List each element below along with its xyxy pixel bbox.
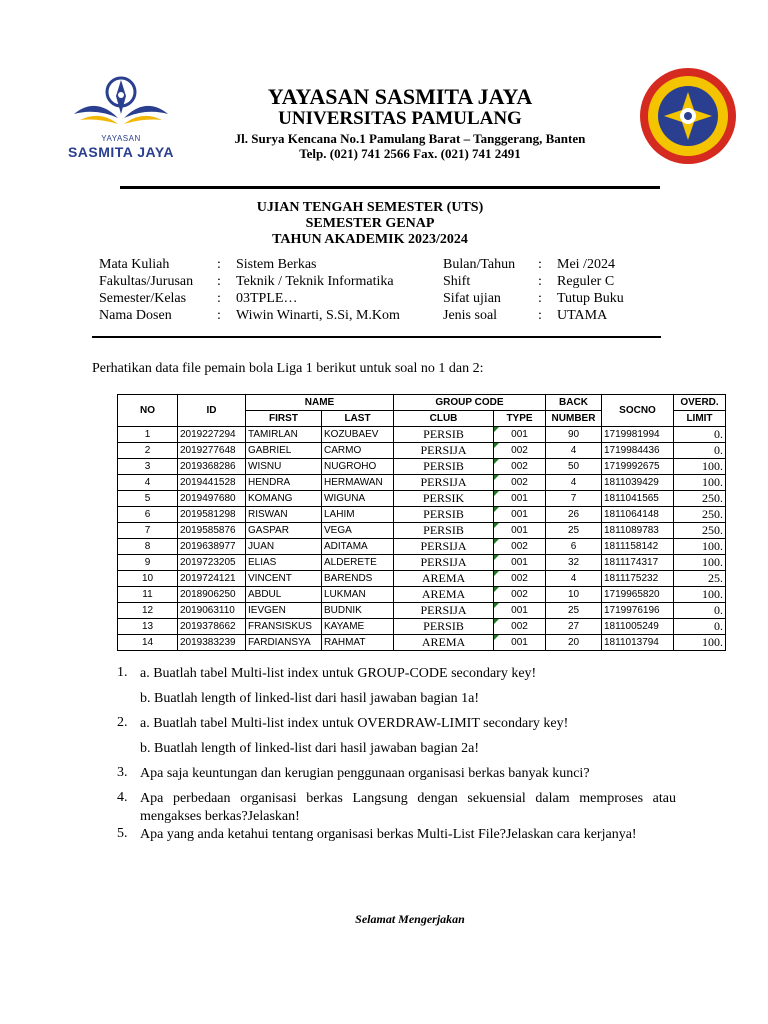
question-number: 3.	[117, 765, 128, 780]
cell-first: HENDRA	[246, 475, 322, 491]
header-id: ID	[178, 395, 246, 427]
info-value: Mei /2024	[557, 257, 615, 272]
cell-limit: 100.	[674, 555, 726, 571]
question-text: Apa yang anda ketahui tentang organisasi berkas Multi-List File?Jelaskan cara kerjanya!	[140, 827, 637, 842]
cell-club: PERSIJA	[394, 555, 494, 571]
question-text: b. Buatlah length of linked-list dari hasil jawaban bagian 1a!	[140, 691, 480, 706]
cell-limit: 25.	[674, 571, 726, 587]
table-row	[118, 635, 726, 651]
info-value: UTAMA	[557, 308, 608, 323]
header-group-code: GROUP CODE	[394, 395, 546, 411]
cell-no: 14	[118, 635, 178, 651]
cell-type-text: 002	[511, 621, 528, 632]
cell-last: HERMAWAN	[322, 475, 394, 491]
logo-left-caption-1: YAYASAN	[101, 134, 141, 143]
cell-club: PERSIB	[394, 459, 494, 475]
cell-socno: 1719976196	[602, 603, 674, 619]
cell-limit: 100.	[674, 459, 726, 475]
cell-type	[494, 603, 546, 619]
question-number: 1.	[117, 665, 128, 680]
cell-socno: 1811175232	[602, 571, 674, 587]
table-row	[118, 507, 726, 523]
university-name: UNIVERSITAS PAMULANG	[278, 108, 522, 129]
cell-type-text: 001	[511, 429, 528, 440]
cell-type-text: 002	[511, 541, 528, 552]
table-row	[118, 427, 726, 443]
cell-club: PERSIB	[394, 619, 494, 635]
table-row	[118, 539, 726, 555]
cell-note-marker-icon	[494, 619, 499, 624]
cell-id: 2019441528	[178, 475, 246, 491]
cell-no: 5	[118, 491, 178, 507]
cell-no: 12	[118, 603, 178, 619]
cell-id: 2019368286	[178, 459, 246, 475]
cell-back: 90	[546, 427, 602, 443]
cell-last: LAHIM	[322, 507, 394, 523]
foundation-name: YAYASAN SASMITA JAYA	[267, 84, 533, 109]
cell-note-marker-icon	[494, 475, 499, 480]
cell-type	[494, 491, 546, 507]
cell-limit: 0.	[674, 603, 726, 619]
cell-type	[494, 507, 546, 523]
cell-type-text: 001	[511, 525, 528, 536]
table-row	[118, 587, 726, 603]
cell-no: 3	[118, 459, 178, 475]
cell-back: 26	[546, 507, 602, 523]
phone-fax: Telp. (021) 741 2566 Fax. (021) 741 2491	[299, 146, 521, 161]
info-label: Bulan/Tahun	[443, 257, 516, 272]
question-number: 4.	[117, 790, 128, 805]
table-body	[118, 427, 726, 651]
cell-no: 4	[118, 475, 178, 491]
info-colon: :	[217, 308, 221, 323]
cell-limit: 0.	[674, 443, 726, 459]
cell-type-text: 001	[511, 557, 528, 568]
cell-club: PERSIK	[394, 491, 494, 507]
intro-text: Perhatikan data file pemain bola Liga 1 berikut untuk soal no 1 dan 2:	[92, 361, 484, 376]
info-colon: :	[217, 274, 221, 289]
cell-type	[494, 443, 546, 459]
cell-id: 2019581298	[178, 507, 246, 523]
header-divider	[120, 186, 660, 189]
cell-id: 2019227294	[178, 427, 246, 443]
player-data-table	[117, 394, 726, 651]
university-seal-icon	[638, 66, 738, 166]
cell-note-marker-icon	[494, 459, 499, 464]
table-row	[118, 475, 726, 491]
cell-no: 13	[118, 619, 178, 635]
cell-id: 2019378662	[178, 619, 246, 635]
cell-last: BUDNIK	[322, 603, 394, 619]
cell-type	[494, 539, 546, 555]
cell-type	[494, 571, 546, 587]
cell-no: 10	[118, 571, 178, 587]
cell-limit: 100.	[674, 635, 726, 651]
header-first: FIRST	[246, 411, 322, 427]
header-name: NAME	[246, 395, 394, 411]
header-limit: LIMIT	[674, 411, 726, 427]
header-club: CLUB	[394, 411, 494, 427]
cell-type	[494, 459, 546, 475]
cell-limit: 100.	[674, 475, 726, 491]
cell-no: 6	[118, 507, 178, 523]
cell-back: 4	[546, 443, 602, 459]
cell-first: ABDUL	[246, 587, 322, 603]
cell-last: ALDERETE	[322, 555, 394, 571]
cell-first: GASPAR	[246, 523, 322, 539]
cell-last: NUGROHO	[322, 459, 394, 475]
cell-id: 2019383239	[178, 635, 246, 651]
cell-type-text: 002	[511, 461, 528, 472]
cell-club: PERSIB	[394, 523, 494, 539]
info-value: Reguler C	[557, 274, 615, 289]
cell-limit: 100.	[674, 587, 726, 603]
question-text: Apa saja keuntungan dan kerugian penggunaan organisasi berkas banyak kunci?	[140, 766, 590, 781]
cell-club: PERSIB	[394, 427, 494, 443]
info-colon: :	[538, 274, 542, 289]
cell-club: AREMA	[394, 587, 494, 603]
cell-type	[494, 555, 546, 571]
cell-limit: 250.	[674, 523, 726, 539]
cell-type-text: 002	[511, 445, 528, 456]
cell-last: CARMO	[322, 443, 394, 459]
cell-note-marker-icon	[494, 571, 499, 576]
cell-last: ADITAMA	[322, 539, 394, 555]
cell-socno: 1811041565	[602, 491, 674, 507]
question-number: 2.	[117, 715, 128, 730]
cell-first: TAMIRLAN	[246, 427, 322, 443]
table-row	[118, 619, 726, 635]
info-label: Fakultas/Jurusan	[99, 274, 194, 289]
cell-first: FRANSISKUS	[246, 619, 322, 635]
cell-id: 2019638977	[178, 539, 246, 555]
address: Jl. Surya Kencana No.1 Pamulang Barat – Tanggerang, Banten	[234, 131, 586, 146]
cell-club: PERSIJA	[394, 539, 494, 555]
cell-back: 7	[546, 491, 602, 507]
cell-limit: 0.	[674, 619, 726, 635]
cell-back: 25	[546, 523, 602, 539]
cell-note-marker-icon	[494, 427, 499, 432]
cell-back: 6	[546, 539, 602, 555]
cell-note-marker-icon	[494, 491, 499, 496]
cell-id: 2019724121	[178, 571, 246, 587]
info-colon: :	[538, 257, 542, 272]
cell-id: 2019277648	[178, 443, 246, 459]
info-label: Mata Kuliah	[99, 257, 170, 272]
cell-back: 10	[546, 587, 602, 603]
cell-note-marker-icon	[494, 635, 499, 640]
question-number: 5.	[117, 826, 128, 841]
info-label: Sifat ujian	[443, 291, 501, 306]
info-value: Tutup Buku	[557, 291, 624, 306]
cell-type-text: 001	[511, 493, 528, 504]
cell-back: 4	[546, 475, 602, 491]
header-last: LAST	[322, 411, 394, 427]
question-text: b. Buatlah length of linked-list dari hasil jawaban bagian 2a!	[140, 741, 480, 756]
info-value: Wiwin Winarti, S.Si, M.Kom	[236, 308, 400, 323]
cell-first: ELIAS	[246, 555, 322, 571]
cell-club: PERSIJA	[394, 603, 494, 619]
info-value: 03TPLE…	[236, 291, 298, 306]
cell-back: 4	[546, 571, 602, 587]
cell-type-text: 002	[511, 573, 528, 584]
university-seal	[638, 66, 738, 166]
info-colon: :	[217, 257, 221, 272]
info-label: Jenis soal	[443, 308, 498, 323]
cell-socno: 1811064148	[602, 507, 674, 523]
cell-first: KOMANG	[246, 491, 322, 507]
logo-left-caption-2: SASMITA JAYA	[67, 144, 175, 160]
cell-no: 2	[118, 443, 178, 459]
cell-limit: 0.	[674, 427, 726, 443]
question-text: Apa perbedaan organisasi berkas Langsung dengan sekuensial dalam memproses atau mengakses berkas?Jelaskan!	[140, 791, 676, 824]
cell-last: KOZUBAEV	[322, 427, 394, 443]
cell-no: 8	[118, 539, 178, 555]
info-label: Shift	[443, 274, 471, 289]
cell-club: PERSIB	[394, 507, 494, 523]
cell-note-marker-icon	[494, 555, 499, 560]
cell-club: PERSIJA	[394, 443, 494, 459]
cell-socno: 1719965820	[602, 587, 674, 603]
cell-no: 1	[118, 427, 178, 443]
cell-socno: 1811039429	[602, 475, 674, 491]
cell-type-text: 001	[511, 605, 528, 616]
info-colon: :	[538, 308, 542, 323]
table-row	[118, 523, 726, 539]
cell-socno: 1811158142	[602, 539, 674, 555]
cell-socno: 1811089783	[602, 523, 674, 539]
cell-first: GABRIEL	[246, 443, 322, 459]
info-divider	[92, 336, 661, 338]
header-back: BACK	[546, 395, 602, 411]
cell-note-marker-icon	[494, 507, 499, 512]
info-label: Semester/Kelas	[99, 291, 187, 306]
cell-first: IEVGEN	[246, 603, 322, 619]
cell-back: 20	[546, 635, 602, 651]
cell-socno: 1719984436	[602, 443, 674, 459]
cell-last: KAYAME	[322, 619, 394, 635]
table-row	[118, 491, 726, 507]
table-row	[118, 571, 726, 587]
cell-type	[494, 587, 546, 603]
cell-first: RISWAN	[246, 507, 322, 523]
cell-id: 2018906250	[178, 587, 246, 603]
cell-no: 11	[118, 587, 178, 603]
cell-note-marker-icon	[494, 587, 499, 592]
header-type: TYPE	[494, 411, 546, 427]
cell-type-text: 001	[511, 509, 528, 520]
cell-first: FARDIANSYA	[246, 635, 322, 651]
cell-back: 27	[546, 619, 602, 635]
closing-text: Selamat Mengerjakan	[355, 912, 465, 926]
cell-socno: 1811005249	[602, 619, 674, 635]
cell-last: LUKMAN	[322, 587, 394, 603]
header-no: NO	[118, 395, 178, 427]
exam-academic-year: TAHUN AKADEMIK 2023/2024	[272, 232, 468, 247]
question-text: a. Buatlah tabel Multi-list index untuk OVERDRAW-LIMIT secondary key!	[140, 716, 569, 731]
cell-id: 2019585876	[178, 523, 246, 539]
cell-type	[494, 523, 546, 539]
cell-socno: 1719981994	[602, 427, 674, 443]
cell-socno: 1719992675	[602, 459, 674, 475]
cell-type-text: 002	[511, 589, 528, 600]
cell-id: 2019723205	[178, 555, 246, 571]
cell-back: 25	[546, 603, 602, 619]
cell-first: VINCENT	[246, 571, 322, 587]
cell-first: JUAN	[246, 539, 322, 555]
exam-title: UJIAN TENGAH SEMESTER (UTS)	[256, 200, 484, 215]
cell-first: WISNU	[246, 459, 322, 475]
cell-club: AREMA	[394, 571, 494, 587]
header-number: NUMBER	[546, 411, 602, 427]
cell-note-marker-icon	[494, 603, 499, 608]
info-label: Nama Dosen	[99, 308, 172, 323]
cell-note-marker-icon	[494, 523, 499, 528]
cell-type	[494, 427, 546, 443]
info-value: Teknik / Teknik Informatika	[236, 274, 394, 289]
cell-last: BARENDS	[322, 571, 394, 587]
cell-id: 2019063110	[178, 603, 246, 619]
info-value: Sistem Berkas	[236, 257, 317, 272]
info-colon: :	[538, 291, 542, 306]
cell-note-marker-icon	[494, 443, 499, 448]
question-text: a. Buatlah tabel Multi-list index untuk GROUP-CODE secondary key!	[140, 666, 537, 681]
cell-back: 50	[546, 459, 602, 475]
cell-last: VEGA	[322, 523, 394, 539]
cell-club: PERSIJA	[394, 475, 494, 491]
table-row	[118, 459, 726, 475]
cell-type	[494, 475, 546, 491]
header-overd: OVERD.	[674, 395, 726, 411]
cell-type-text: 001	[511, 637, 528, 648]
cell-type	[494, 635, 546, 651]
cell-back: 32	[546, 555, 602, 571]
cell-note-marker-icon	[494, 539, 499, 544]
info-colon: :	[217, 291, 221, 306]
cell-no: 7	[118, 523, 178, 539]
cell-limit: 250.	[674, 491, 726, 507]
cell-last: WIGUNA	[322, 491, 394, 507]
cell-last: RAHMAT	[322, 635, 394, 651]
cell-limit: 100.	[674, 539, 726, 555]
cell-socno: 1811013794	[602, 635, 674, 651]
cell-id: 2019497680	[178, 491, 246, 507]
cell-club: AREMA	[394, 635, 494, 651]
cell-limit: 250.	[674, 507, 726, 523]
cell-type	[494, 619, 546, 635]
header-socno: SOCNO	[602, 395, 674, 427]
cell-socno: 1811174317	[602, 555, 674, 571]
table-row	[118, 555, 726, 571]
table-row	[118, 603, 726, 619]
cell-type-text: 002	[511, 477, 528, 488]
cell-no: 9	[118, 555, 178, 571]
table-row	[118, 443, 726, 459]
exam-semester: SEMESTER GENAP	[305, 216, 435, 231]
